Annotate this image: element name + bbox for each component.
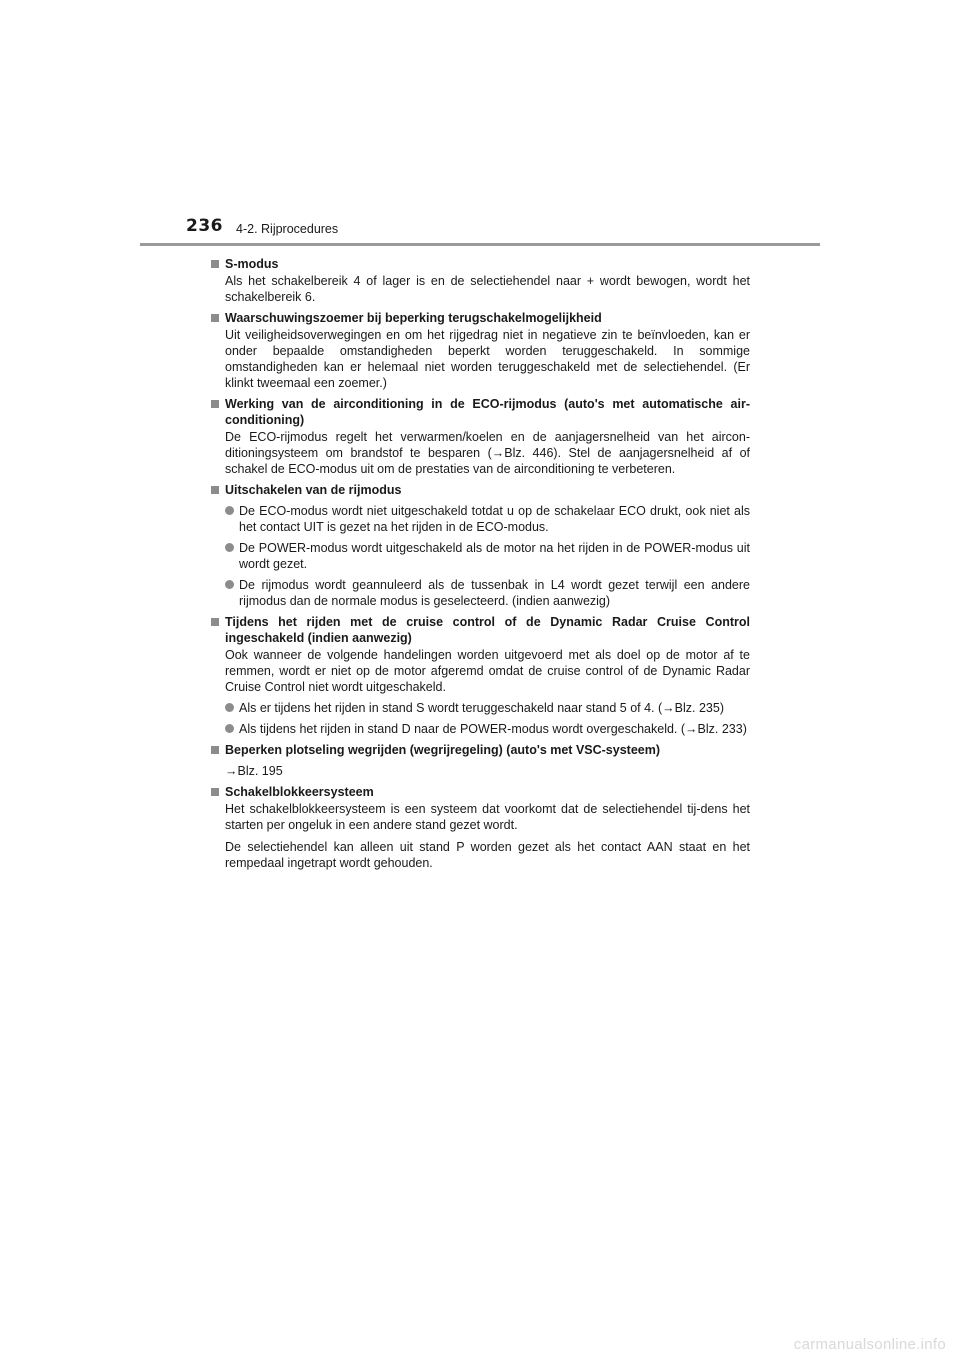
section-wegrijregeling: [210, 742, 750, 779]
paragraph: Het schakelblokkeersysteem is een systeem dat voorkomt dat de selectiehendel tij-dens het starten per ongeluk in een andere stand gezet wordt.: [225, 802, 750, 832]
list-item: De rijmodus wordt geannuleerd als de tussenbak in L4 wordt gezet terwijl een andere rijmodus dan de normale modus is geselecteerd. (indien aanwezig): [210, 577, 750, 609]
square-bullet-icon: [211, 618, 219, 626]
section-heading: Waarschuwingszoemer bij beperking terugschakelmogelijkheid: [210, 310, 750, 326]
list-item: Als er tijdens het rijden in stand S wordt teruggeschakeld naar stand 5 of 4. (→Blz. 235): [210, 700, 750, 716]
square-bullet-icon: [211, 486, 219, 494]
round-bullet-icon: [225, 543, 234, 552]
square-bullet-icon: [211, 400, 219, 408]
square-bullet-icon: [211, 260, 219, 268]
section-s-modus: [210, 256, 750, 305]
watermark: carmanualsonline.info: [793, 1336, 946, 1353]
section-airconditioning: [210, 396, 750, 477]
page-reference: →Blz. 195: [225, 764, 283, 778]
square-bullet-icon: [211, 746, 219, 754]
round-bullet-icon: [225, 580, 234, 589]
paragraph: De ECO-rijmodus regelt het verwarmen/koelen en de aanjagersnelheid van het aircon-ditioningsysteem om brandstof te besparen (→Blz. 446). Stel de aanjagersnelheid af of schakel de ECO-modus uit om de prestaties van de airconditioning te verbeteren.: [225, 430, 750, 476]
round-bullet-icon: [225, 724, 234, 733]
round-bullet-icon: [225, 506, 234, 515]
section-cruise-control: [210, 614, 750, 737]
section-uitschakelen-rijmodus: [210, 482, 750, 609]
section-heading: Uitschakelen van de rijmodus: [210, 482, 750, 498]
section-title: 4-2. Rijprocedures: [236, 222, 339, 236]
round-bullet-icon: [225, 703, 234, 712]
list-item: Als tijdens het rijden in stand D naar de POWER-modus wordt overgeschakeld. (→Blz. 233): [210, 721, 750, 737]
page-number: 236: [186, 216, 223, 236]
paragraph: Ook wanneer de volgende handelingen worden uitgevoerd met als doel op de motor af te remmen, wordt er niet op de motor afgeremd omdat de cruise control of de Dynamic Radar Cruise Control niet wordt uitgeschakeld.: [225, 648, 750, 694]
list-item: De ECO-modus wordt niet uitgeschakeld totdat u op de schakelaar ECO drukt, ook niet als het contact UIT is gezet na het rijden in de ECO-modus.: [210, 503, 750, 535]
header-rule: [140, 243, 820, 246]
paragraph: Uit veiligheidsoverwegingen en om het rijgedrag niet in negatieve zin te beïnvloeden, kan er onder bepaalde omstandigheden beperkt worden teruggeschakeld. In sommige omstandigheden kan er helemaal niet worden teruggeschakeld met de selectiehendel. (Er klinkt tweemaal een zoemer.): [225, 328, 750, 390]
paragraph: De selectiehendel kan alleen uit stand P worden gezet als het contact AAN staat en het rempedaal ingetrapt wordt gehouden.: [225, 840, 750, 870]
section-heading: Schakelblokkeersysteem: [210, 784, 750, 800]
section-heading: Tijdens het rijden met de cruise control of de Dynamic Radar Cruise Control ingeschakeld (indien aanwezig): [210, 614, 750, 646]
square-bullet-icon: [211, 788, 219, 796]
section-heading: Werking van de airconditioning in de ECO-rijmodus (auto's met automatische air-conditioning): [210, 396, 750, 428]
list-item: De POWER-modus wordt uitgeschakeld als de motor na het rijden in de POWER-modus uit wordt gezet.: [210, 540, 750, 572]
section-heading: Beperken plotseling wegrijden (wegrijregeling) (auto's met VSC-systeem): [210, 742, 750, 758]
paragraph: Als het schakelbereik 4 of lager is en de selectiehendel naar + wordt bewogen, wordt het schakelbereik 6.: [225, 274, 750, 304]
section-schakelblokkeersysteem: [210, 784, 750, 871]
square-bullet-icon: [211, 314, 219, 322]
section-heading: S-modus: [210, 256, 750, 272]
section-waarschuwingszoemer: [210, 310, 750, 391]
content: [210, 256, 750, 876]
